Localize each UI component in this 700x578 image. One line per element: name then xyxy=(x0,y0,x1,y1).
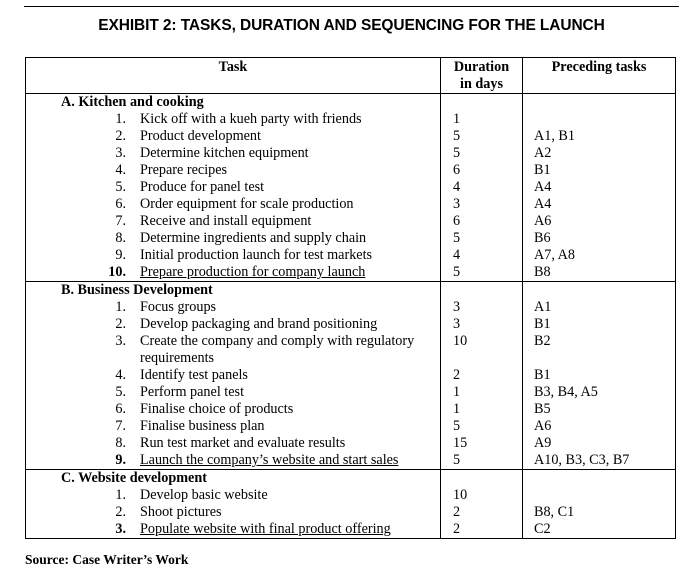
preceding-value: B8 xyxy=(534,264,551,280)
task-item xyxy=(26,247,440,264)
preceding-value: B1 xyxy=(534,162,551,178)
duration-header-line1: Duration xyxy=(453,59,510,75)
section-row xyxy=(26,282,676,470)
tasks-table xyxy=(25,57,676,539)
duration-cell xyxy=(441,282,523,470)
task-item xyxy=(26,333,440,350)
duration-value: 4 xyxy=(453,247,461,263)
task-text: Shoot pictures xyxy=(140,504,222,520)
task-text: Perform panel test xyxy=(140,384,245,400)
task-text: Populate website with final product offering xyxy=(140,521,391,537)
preceding-cell xyxy=(523,94,676,282)
task-number: 5. xyxy=(115,179,126,195)
task-text: Focus groups xyxy=(140,299,217,315)
task-item xyxy=(26,128,440,145)
task-text: Prepare production for company launch xyxy=(140,264,366,280)
task-number: 8. xyxy=(115,435,126,451)
preceding-value: B1 xyxy=(534,316,551,332)
task-text: Identify test panels xyxy=(140,367,248,383)
task-item xyxy=(26,213,440,230)
task-item xyxy=(26,384,440,401)
task-text-continuation: requirements xyxy=(140,350,215,366)
task-item xyxy=(26,264,440,281)
duration-value: 5 xyxy=(453,230,461,246)
duration-header-line2: in days xyxy=(460,76,503,92)
task-number: 10. xyxy=(108,264,126,280)
duration-value: 5 xyxy=(453,128,461,144)
preceding-value: B5 xyxy=(534,401,551,417)
preceding-value: B1 xyxy=(534,367,551,383)
source-note: Source: Case Writer’s Work xyxy=(25,552,189,567)
task-text: Finalise business plan xyxy=(140,418,265,434)
task-item xyxy=(26,504,440,521)
task-text: Initial production launch for test markets xyxy=(140,247,373,263)
duration-cell xyxy=(441,470,523,539)
section-heading: B. Business Development xyxy=(61,282,213,298)
task-item xyxy=(26,452,440,469)
duration-value: 1 xyxy=(453,111,461,127)
preceding-cell xyxy=(523,470,676,539)
preceding-value: B6 xyxy=(534,230,551,246)
task-text: Develop basic website xyxy=(140,487,268,503)
task-number: 4. xyxy=(115,162,126,178)
duration-value: 1 xyxy=(453,401,461,417)
task-number: 9. xyxy=(115,247,126,263)
duration-value: 2 xyxy=(453,521,461,537)
task-number: 1. xyxy=(115,487,126,503)
task-text: Prepare recipes xyxy=(140,162,228,178)
preceding-column-header: Preceding tasks xyxy=(523,58,676,94)
preceding-value: A6 xyxy=(534,213,552,229)
task-number: 2. xyxy=(115,504,126,520)
preceding-value: B2 xyxy=(534,333,551,349)
duration-value: 1 xyxy=(453,384,461,400)
task-number: 3. xyxy=(115,521,126,537)
task-number: 9. xyxy=(115,452,126,468)
duration-value: 10 xyxy=(453,333,468,349)
duration-value: 3 xyxy=(453,299,461,315)
preceding-value xyxy=(523,487,675,504)
task-cell xyxy=(26,282,441,470)
preceding-value: A6 xyxy=(534,418,552,434)
task-number: 7. xyxy=(115,213,126,229)
preceding-value: A4 xyxy=(534,196,552,212)
task-number: 2. xyxy=(115,316,126,332)
preceding-cell xyxy=(523,282,676,470)
task-number: 3. xyxy=(115,145,126,161)
task-number: 6. xyxy=(115,401,126,417)
task-text: Produce for panel test xyxy=(140,179,265,195)
section-heading: A. Kitchen and cooking xyxy=(61,94,204,110)
task-item xyxy=(26,162,440,179)
preceding-value: A7, A8 xyxy=(534,247,575,263)
duration-value: 15 xyxy=(453,435,468,451)
duration-cell xyxy=(441,94,523,282)
task-number: 8. xyxy=(115,230,126,246)
preceding-value: A1 xyxy=(534,299,552,315)
task-text: Order equipment for scale production xyxy=(140,196,354,212)
task-item xyxy=(26,316,440,333)
duration-value: 3 xyxy=(453,316,461,332)
task-number: 1. xyxy=(115,299,126,315)
duration-value: 3 xyxy=(453,196,461,212)
task-text: Run test market and evaluate results xyxy=(140,435,346,451)
duration-value: 10 xyxy=(453,487,468,503)
task-cell xyxy=(26,94,441,282)
duration-value: 2 xyxy=(453,504,461,520)
task-column-header: Task xyxy=(26,58,441,94)
task-item xyxy=(26,299,440,316)
task-item xyxy=(26,111,440,128)
task-number: 1. xyxy=(115,111,126,127)
preceding-value: C2 xyxy=(534,521,551,537)
task-text: Product development xyxy=(140,128,261,144)
preceding-value: A4 xyxy=(534,179,552,195)
top-rule xyxy=(24,6,679,7)
task-item xyxy=(26,196,440,213)
duration-value: 6 xyxy=(453,213,461,229)
task-item xyxy=(26,435,440,452)
task-number: 5. xyxy=(115,384,126,400)
task-item xyxy=(26,418,440,435)
preceding-value: A1, B1 xyxy=(534,128,575,144)
task-number: 7. xyxy=(115,418,126,434)
table-body xyxy=(26,94,676,539)
task-text: Create the company and comply with regulatory xyxy=(140,333,415,349)
section-row xyxy=(26,470,676,539)
task-item xyxy=(26,487,440,504)
task-item xyxy=(26,179,440,196)
duration-value: 5 xyxy=(453,145,461,161)
preceding-value: A9 xyxy=(534,435,552,451)
task-number: 3. xyxy=(115,333,126,349)
task-item xyxy=(26,521,440,538)
header-row xyxy=(26,58,676,94)
task-number: 2. xyxy=(115,128,126,144)
duration-value: 5 xyxy=(453,264,461,280)
duration-value: 4 xyxy=(453,179,461,195)
section-heading: C. Website development xyxy=(61,470,207,486)
task-text: Receive and install equipment xyxy=(140,213,312,229)
preceding-value: A2 xyxy=(534,145,552,161)
task-number: 6. xyxy=(115,196,126,212)
task-text: Develop packaging and brand positioning xyxy=(140,316,378,332)
duration-value: 5 xyxy=(453,418,461,434)
exhibit-title: EXHIBIT 2: TASKS, DURATION AND SEQUENCING FOR THE LAUNCH xyxy=(98,17,605,34)
duration-column-header xyxy=(441,58,523,94)
duration-value: 5 xyxy=(453,452,461,468)
task-item xyxy=(26,367,440,384)
task-item xyxy=(26,145,440,162)
task-number: 4. xyxy=(115,367,126,383)
task-text: Kick off with a kueh party with friends xyxy=(140,111,362,127)
section-row xyxy=(26,94,676,282)
task-item xyxy=(26,230,440,247)
duration-value: 2 xyxy=(453,367,461,383)
task-cell xyxy=(26,470,441,539)
preceding-value: B3, B4, A5 xyxy=(534,384,598,400)
task-text: Determine kitchen equipment xyxy=(140,145,309,161)
preceding-value xyxy=(523,111,675,128)
task-text: Launch the company’s website and start sales xyxy=(140,452,399,468)
task-text: Finalise choice of products xyxy=(140,401,294,417)
task-item xyxy=(26,401,440,418)
task-text: Determine ingredients and supply chain xyxy=(140,230,367,246)
preceding-value: A10, B3, C3, B7 xyxy=(534,452,630,468)
preceding-value: B8, C1 xyxy=(534,504,575,520)
duration-value: 6 xyxy=(453,162,461,178)
